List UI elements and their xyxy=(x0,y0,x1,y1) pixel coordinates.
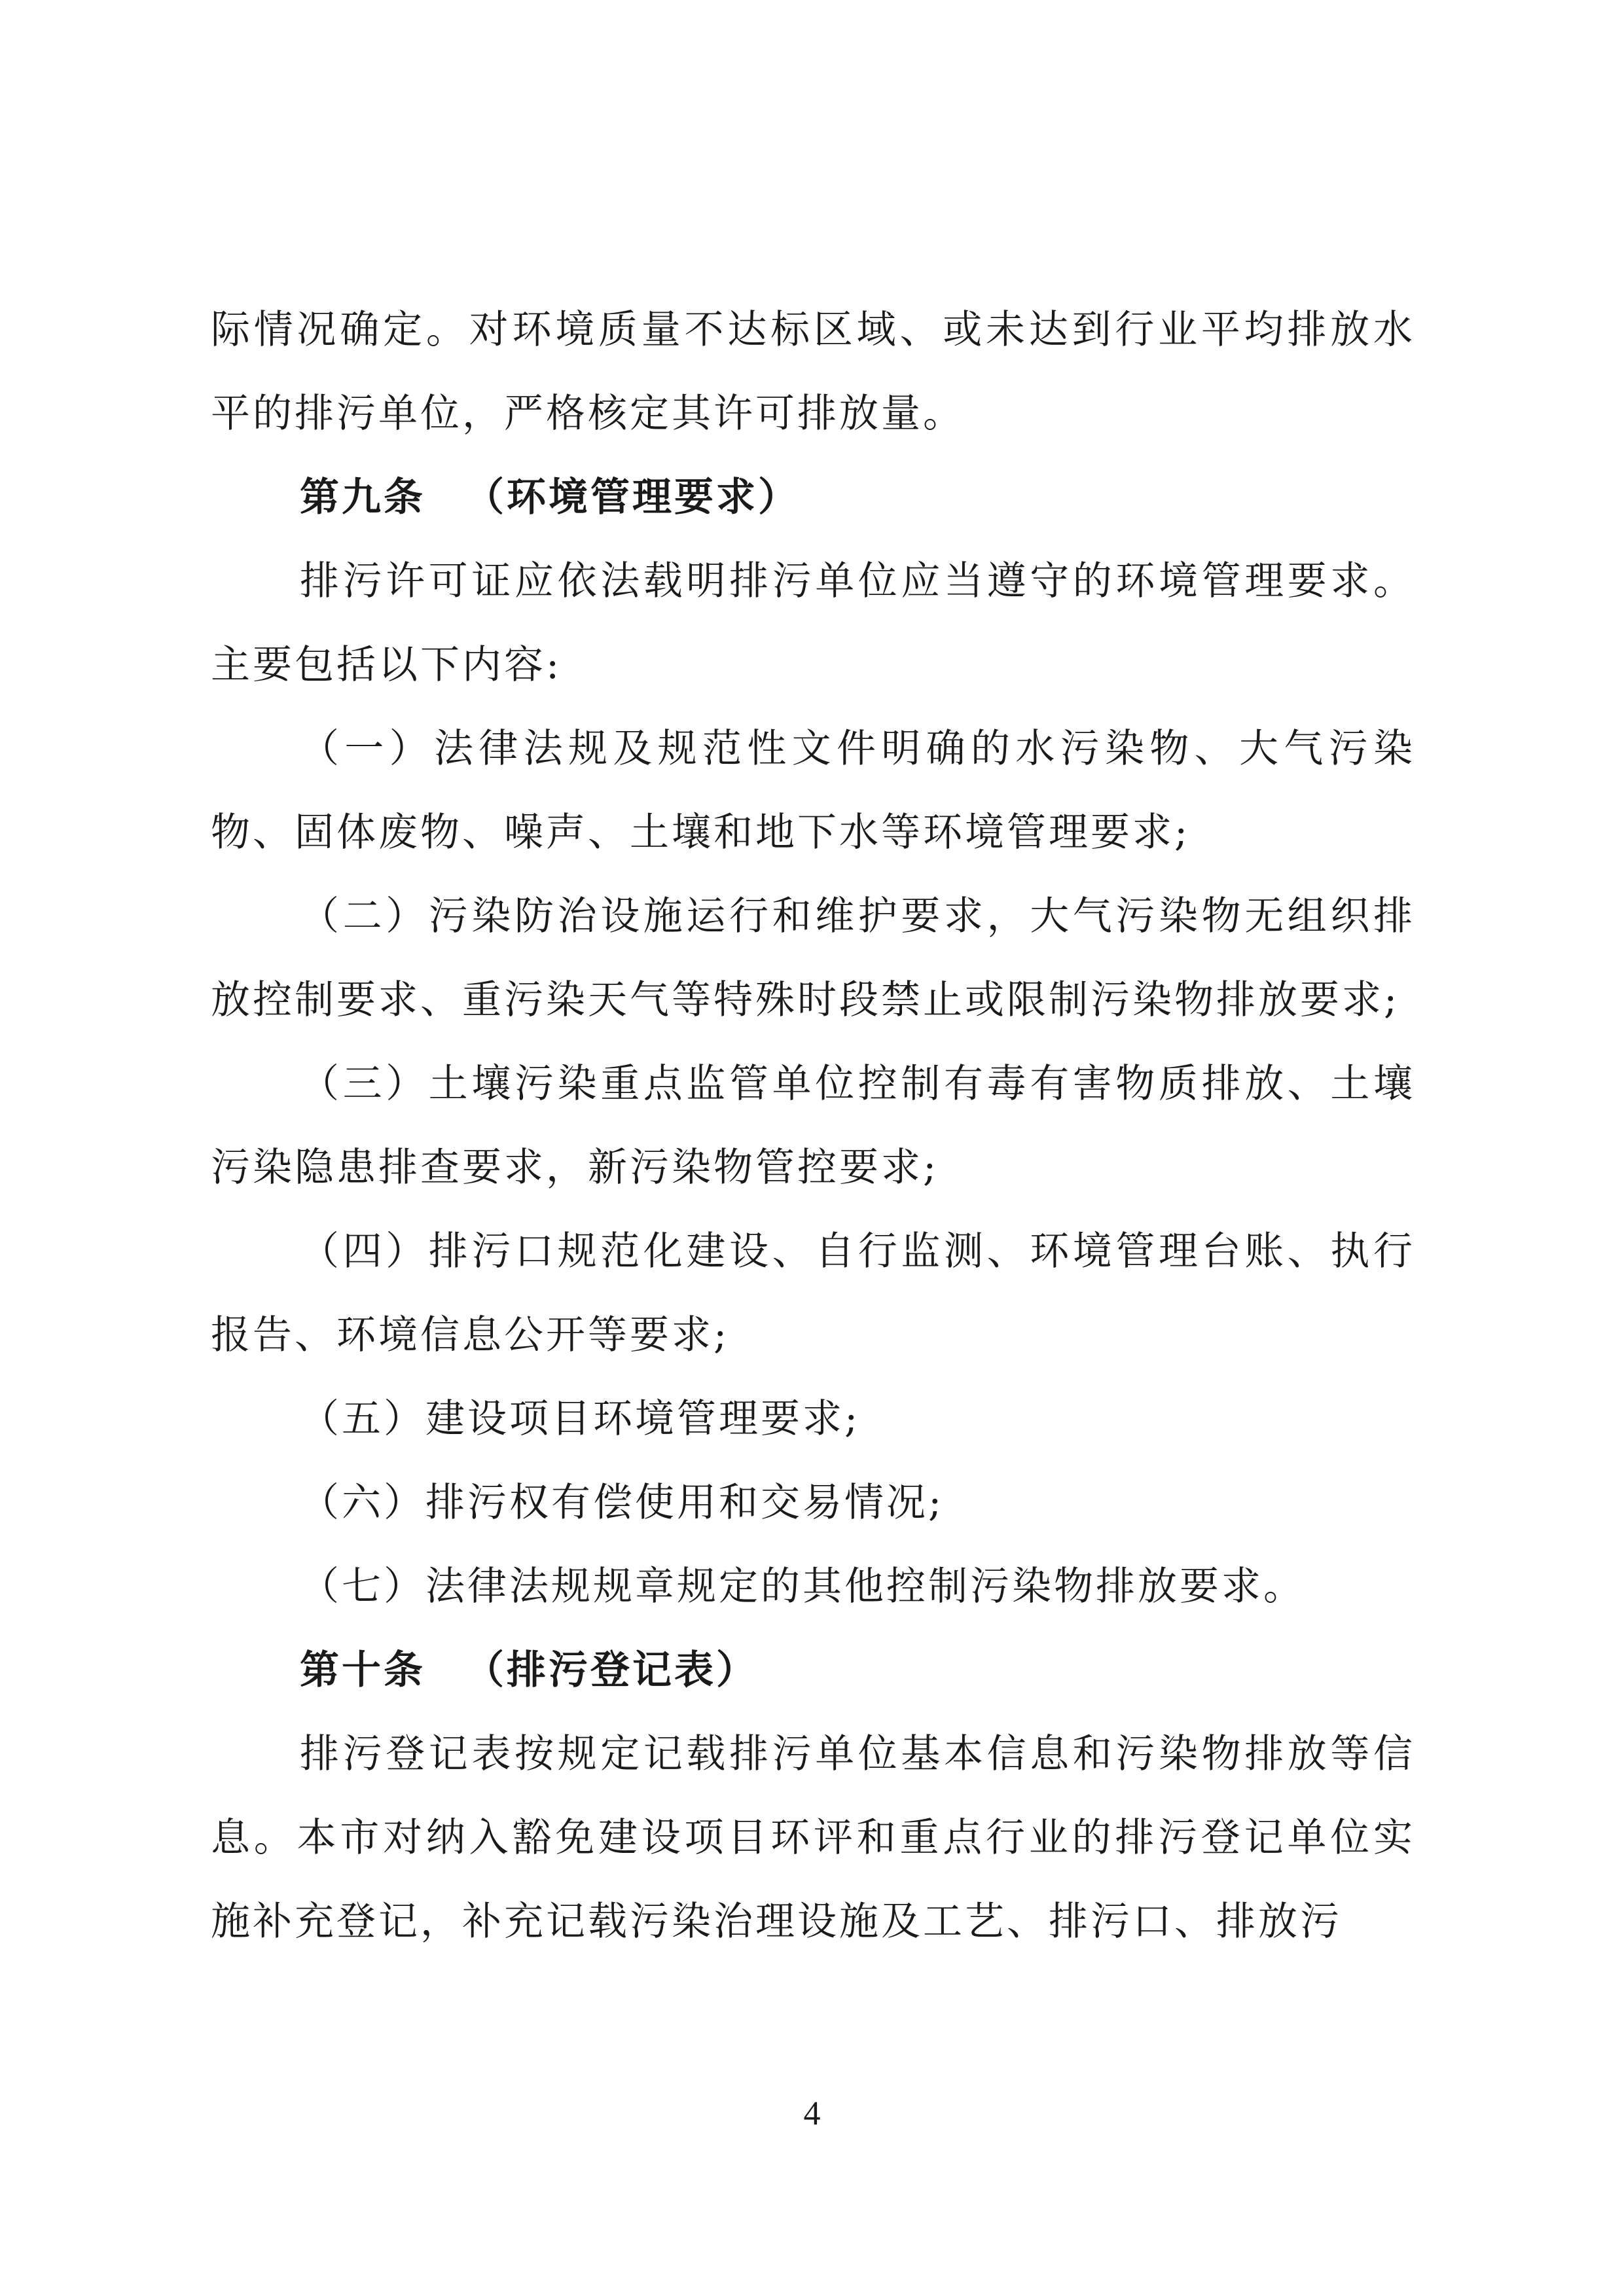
article-10-title: （排污登记表） xyxy=(465,1647,758,1693)
article-9-item-5: （五）建设项目环境管理要求; xyxy=(300,1396,861,1442)
article-9-item-1: （一）法律法规及规范性文件明确的水污染物、大气污染物、固体废物、噪声、土壤和地下水等环境管理要求; xyxy=(211,726,1415,855)
article-9-number: 第九条 xyxy=(300,475,425,520)
article-9-item-4: （四）排污口规范化建设、自行监测、环境管理台账、执行报告、环境信息公开等要求; xyxy=(211,1229,1415,1358)
article-10-heading xyxy=(211,1628,1415,1712)
article-10-number: 第十条 xyxy=(300,1647,425,1693)
article-10-body: 排污登记表按规定记载排污单位基本信息和污染物排放等信息。本市对纳入豁免建设项目环评和重点行业的排污登记单位实施补充登记，补充记载污染治理设施及工艺、排污口、排放污 xyxy=(211,1731,1415,1945)
article-9-item-3: （三）土壤污染重点监管单位控制有毒有害物质排放、土壤污染隐患排查要求，新污染物管控要求; xyxy=(211,1061,1415,1191)
document-body xyxy=(211,288,1415,1964)
article-9-heading xyxy=(211,456,1415,539)
article-9-item-6: （六）排污权有偿使用和交易情况; xyxy=(300,1480,945,1526)
article-9-title: （环境管理要求） xyxy=(465,475,800,520)
page-number: 4 xyxy=(803,2095,821,2132)
paragraph-continuation: 际情况确定。对环境质量不达标区域、或未达到行业平均排放水平的排污单位，严格核定其许可排放量。 xyxy=(211,307,1415,437)
article-9-item-7: （七）法律法规规章规定的其他控制污染物排放要求。 xyxy=(300,1564,1305,1609)
article-9-intro: 排污许可证应依法载明排污单位应当遵守的环境管理要求。主要包括以下内容: xyxy=(211,558,1415,688)
article-9-item-2: （二）污染防治设施运行和维护要求，大气污染物无组织排放控制要求、重污染天气等特殊时段禁止或限制污染物排放要求; xyxy=(211,893,1415,1023)
